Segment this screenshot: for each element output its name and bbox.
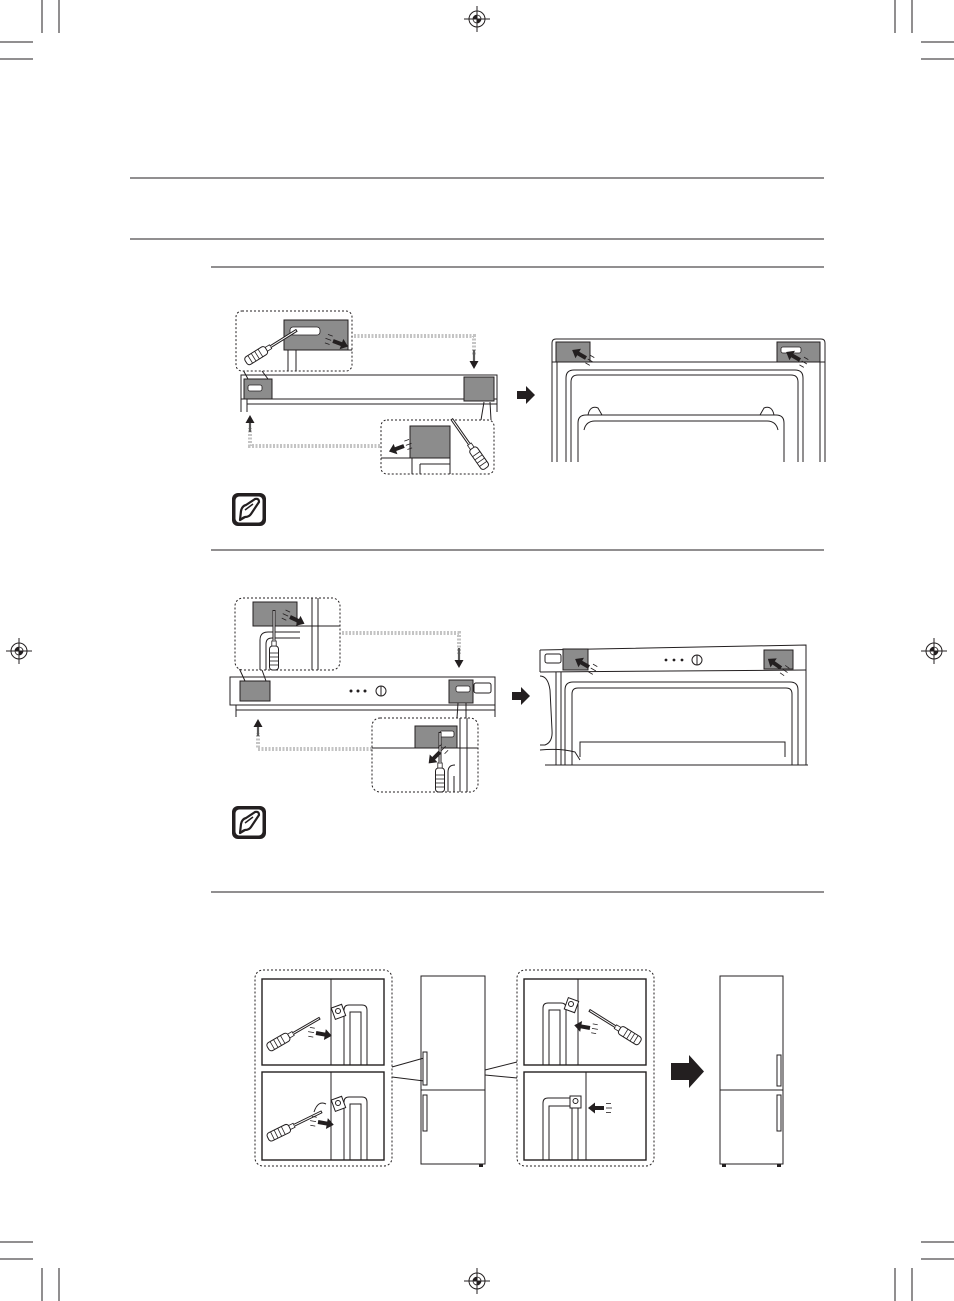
callout-connector [485,1062,517,1078]
detail-callout [372,703,478,792]
shelf [580,742,785,757]
refrigerator-front-after [720,976,783,1167]
door-cap-left [240,681,270,701]
registration-target-icon [6,638,32,664]
figure-handle-relocation [255,970,783,1167]
guide-path [342,633,464,668]
foot [777,1164,781,1167]
control-panel [350,686,387,696]
note-icon [232,806,266,839]
door-cap [410,426,450,458]
door-handle [777,1055,781,1086]
door-handle [423,1052,427,1085]
detail-callout [236,311,352,379]
right-arrow-icon [512,687,530,705]
door-bin [578,415,784,462]
right-arrow-icon [517,386,535,404]
refrigerator-front-before [421,976,485,1167]
foot [722,1164,726,1167]
guide-path [246,415,381,446]
guide-path [354,336,479,369]
foot [479,1164,483,1167]
detail-callout-left [255,970,392,1166]
crop-mark-icon [0,0,59,59]
freezer-door-top [241,375,497,412]
figure-door-cap-removal-2 [230,598,808,839]
note-icon [232,493,266,526]
registration-target-icon [464,6,490,32]
door-handle [423,1095,427,1131]
door-handle [777,1095,781,1131]
detail-callout [381,402,494,474]
figure-door-cap-removal-1 [232,311,825,526]
control-panel [665,655,702,665]
registration-target-icon [921,638,947,664]
right-arrow-icon [671,1055,704,1088]
door-cap-right [464,377,494,401]
callout-connector [392,1058,424,1081]
guide-path [254,719,373,749]
detail-callout [235,598,340,681]
fridge-top-view [540,645,808,765]
freezer-top-view [552,339,825,462]
open-door-edge [540,676,552,745]
crop-mark-icon [895,0,954,59]
crop-mark-icon [895,1242,954,1301]
hinge-bracket [570,1096,581,1108]
detail-callout-right [517,970,654,1166]
fridge-door-top [230,677,495,717]
registration-target-icon [464,1268,490,1294]
crop-mark-icon [0,1242,59,1301]
